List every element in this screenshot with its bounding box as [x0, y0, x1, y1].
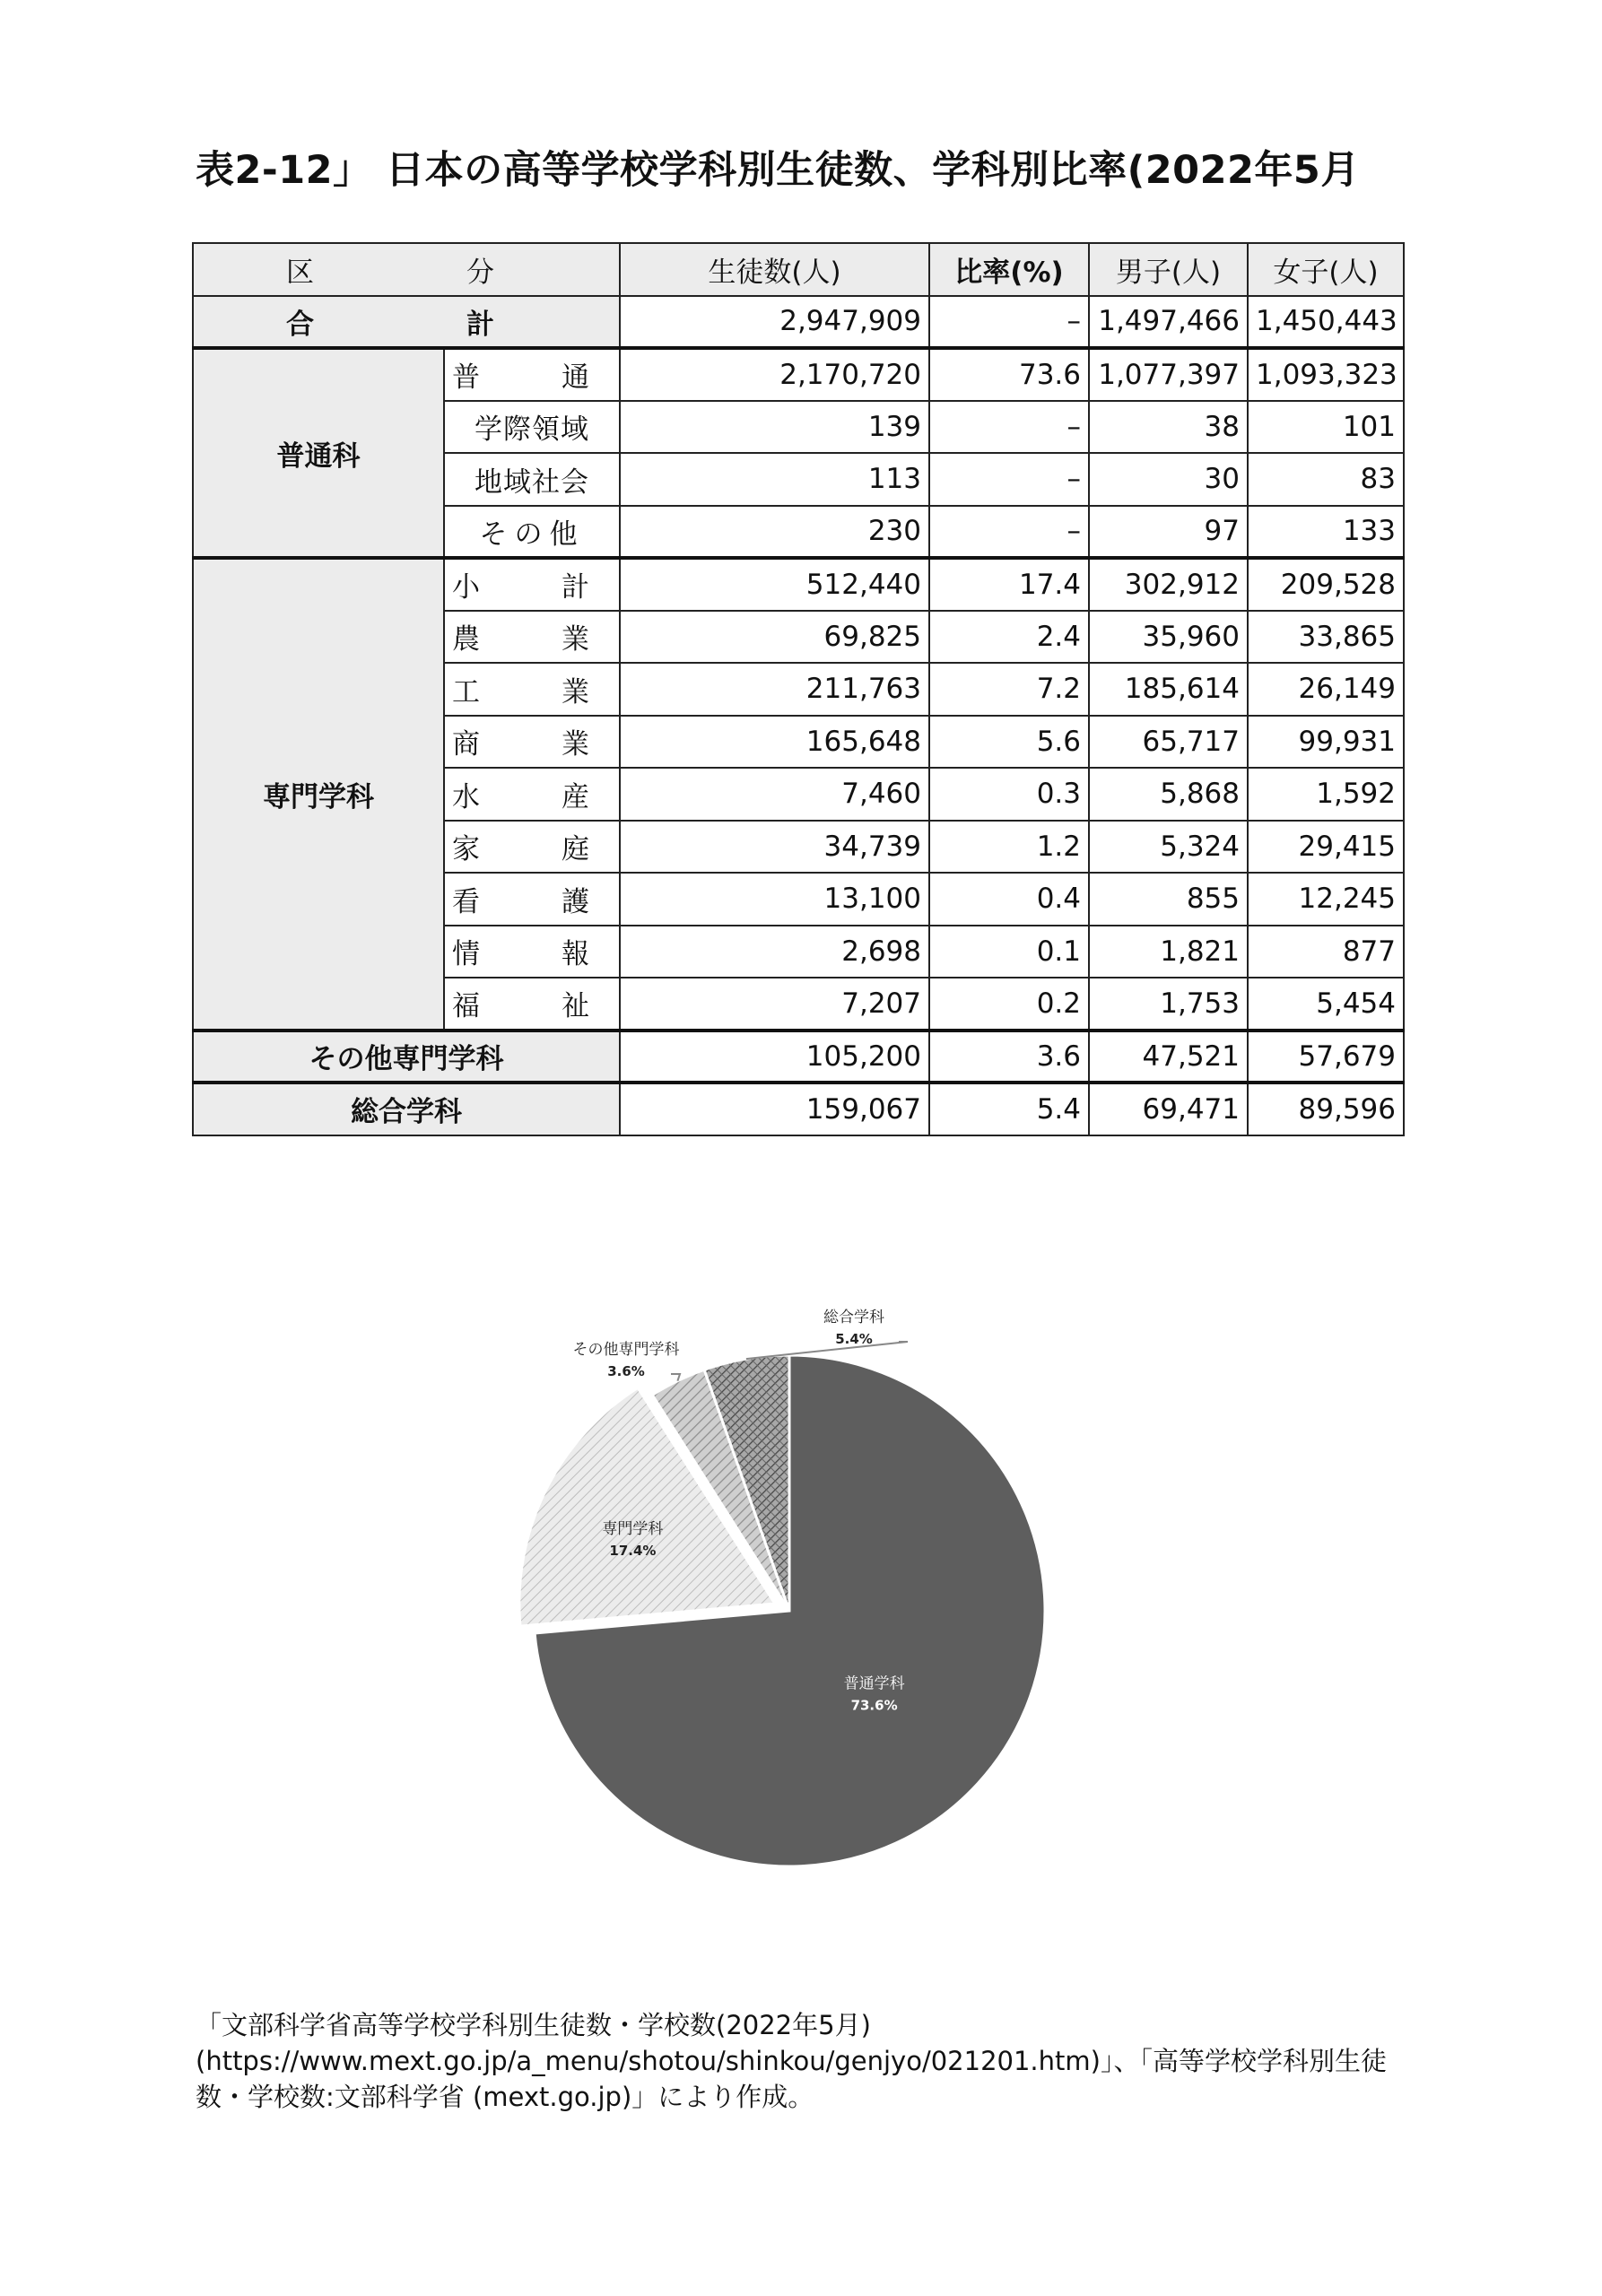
row-male: 47,521 — [1089, 1031, 1248, 1083]
row-female: 33,865 — [1248, 611, 1404, 664]
row-ratio: 5.6 — [929, 716, 1089, 769]
pie-label-name-0: 普通学科 — [843, 1674, 905, 1693]
row-students: 139 — [620, 401, 929, 454]
row-students: 69,825 — [620, 611, 929, 664]
header-male: 男子(人) — [1089, 243, 1248, 296]
row-students: 105,200 — [620, 1031, 929, 1083]
row-students: 211,763 — [620, 663, 929, 716]
row-male: 185,614 — [1089, 663, 1248, 716]
row-female: 1,093,323 — [1248, 348, 1404, 401]
row-female: 57,679 — [1248, 1031, 1404, 1083]
source-line: 「文部科学省高等学校学科別生徒数・学校数(2022年5月) — [196, 2010, 871, 2040]
row-label: 情 報 — [444, 926, 620, 978]
row-female: 5,454 — [1248, 978, 1404, 1031]
total-male: 1,497,466 — [1089, 296, 1248, 349]
row-label: 商 業 — [444, 716, 620, 769]
row-students: 13,100 — [620, 873, 929, 926]
row-students: 34,739 — [620, 821, 929, 874]
general-category-label: 普通科 — [193, 348, 444, 558]
pie-label-name-1: 専門学科 — [602, 1519, 664, 1538]
row-ratio: – — [929, 506, 1089, 559]
row-female: 99,931 — [1248, 716, 1404, 769]
header-female: 女子(人) — [1248, 243, 1404, 296]
total-ratio: – — [929, 296, 1089, 349]
row-students: 230 — [620, 506, 929, 559]
row-female: 877 — [1248, 926, 1404, 978]
specialized-category-label: 専門学科 — [193, 558, 444, 1031]
row-label: 看 護 — [444, 873, 620, 926]
row-male: 1,753 — [1089, 978, 1248, 1031]
row-female: 101 — [1248, 401, 1404, 454]
row-ratio: 0.1 — [929, 926, 1089, 978]
row-female: 133 — [1248, 506, 1404, 559]
row-female: 26,149 — [1248, 663, 1404, 716]
pie-label-value-3: 5.4% — [835, 1331, 873, 1347]
total-students: 2,947,909 — [620, 296, 929, 349]
total-female: 1,450,443 — [1248, 296, 1404, 349]
source-line: (https://www.mext.go.jp/a_menu/shotou/shinkou/genjyo/021201.htm)」、「高等学校学科別生徒 — [196, 2046, 1387, 2076]
row-male: 38 — [1089, 401, 1248, 454]
row-male: 1,077,397 — [1089, 348, 1248, 401]
row-label: 福 祉 — [444, 978, 620, 1031]
row-male: 1,821 — [1089, 926, 1248, 978]
row-label: 学際領域 — [444, 401, 620, 454]
pie-label-name-3: 総合学科 — [823, 1309, 884, 1326]
pie-leader-line-3 — [746, 1342, 908, 1359]
row-label: その他 — [444, 506, 620, 559]
page-title: 表2-12」 日本の高等学校学科別生徒数、学科別比率(2022年5月 — [196, 148, 1360, 193]
row-ratio: 2.4 — [929, 611, 1089, 664]
row-female: 83 — [1248, 453, 1404, 506]
pie-label-name-2: その他専門学科 — [572, 1341, 680, 1359]
row-ratio: 7.2 — [929, 663, 1089, 716]
row-label: 地域社会 — [444, 453, 620, 506]
source-note — [196, 2007, 1415, 2115]
integrated-label: 総合学科 — [193, 1083, 620, 1135]
row-female: 12,245 — [1248, 873, 1404, 926]
row-students: 113 — [620, 453, 929, 506]
pie-label-value-1: 17.4% — [609, 1542, 657, 1559]
row-label: 普 通 — [444, 348, 620, 401]
row-students: 165,648 — [620, 716, 929, 769]
row-female: 209,528 — [1248, 558, 1404, 611]
row-male: 855 — [1089, 873, 1248, 926]
pie-label-value-2: 3.6% — [607, 1363, 645, 1379]
row-label: 水 産 — [444, 768, 620, 821]
row-ratio: 1.2 — [929, 821, 1089, 874]
row-label: 農 業 — [444, 611, 620, 664]
row-ratio: 5.4 — [929, 1083, 1089, 1135]
row-female: 1,592 — [1248, 768, 1404, 821]
row-male: 35,960 — [1089, 611, 1248, 664]
row-label: 小 計 — [444, 558, 620, 611]
header-ratio: 比率(%) — [929, 243, 1089, 296]
row-students: 512,440 — [620, 558, 929, 611]
pie-label-value-0: 73.6% — [850, 1697, 898, 1714]
row-male: 302,912 — [1089, 558, 1248, 611]
row-male: 65,717 — [1089, 716, 1248, 769]
row-students: 159,067 — [620, 1083, 929, 1135]
row-ratio: – — [929, 401, 1089, 454]
row-ratio: 17.4 — [929, 558, 1089, 611]
header-category: 区 分 — [193, 243, 620, 296]
row-students: 2,698 — [620, 926, 929, 978]
row-label: 工 業 — [444, 663, 620, 716]
row-male: 97 — [1089, 506, 1248, 559]
row-ratio: – — [929, 453, 1089, 506]
row-female: 29,415 — [1248, 821, 1404, 874]
row-students: 7,207 — [620, 978, 929, 1031]
source-line: 数・学校数:文部科学省 (mext.go.jp)」により作成。 — [196, 2082, 814, 2112]
row-male: 30 — [1089, 453, 1248, 506]
row-ratio: 73.6 — [929, 348, 1089, 401]
other-specialized-label: その他専門学科 — [193, 1031, 620, 1083]
row-ratio: 0.4 — [929, 873, 1089, 926]
row-students: 2,170,720 — [620, 348, 929, 401]
row-male: 5,324 — [1089, 821, 1248, 874]
pie-leader-line-2 — [671, 1374, 680, 1381]
total-label: 合 計 — [193, 296, 620, 349]
row-male: 69,471 — [1089, 1083, 1248, 1135]
row-ratio: 0.3 — [929, 768, 1089, 821]
row-ratio: 0.2 — [929, 978, 1089, 1031]
header-students: 生徒数(人) — [620, 243, 929, 296]
row-ratio: 3.6 — [929, 1031, 1089, 1083]
row-students: 7,460 — [620, 768, 929, 821]
row-male: 5,868 — [1089, 768, 1248, 821]
row-female: 89,596 — [1248, 1083, 1404, 1135]
row-label: 家 庭 — [444, 821, 620, 874]
